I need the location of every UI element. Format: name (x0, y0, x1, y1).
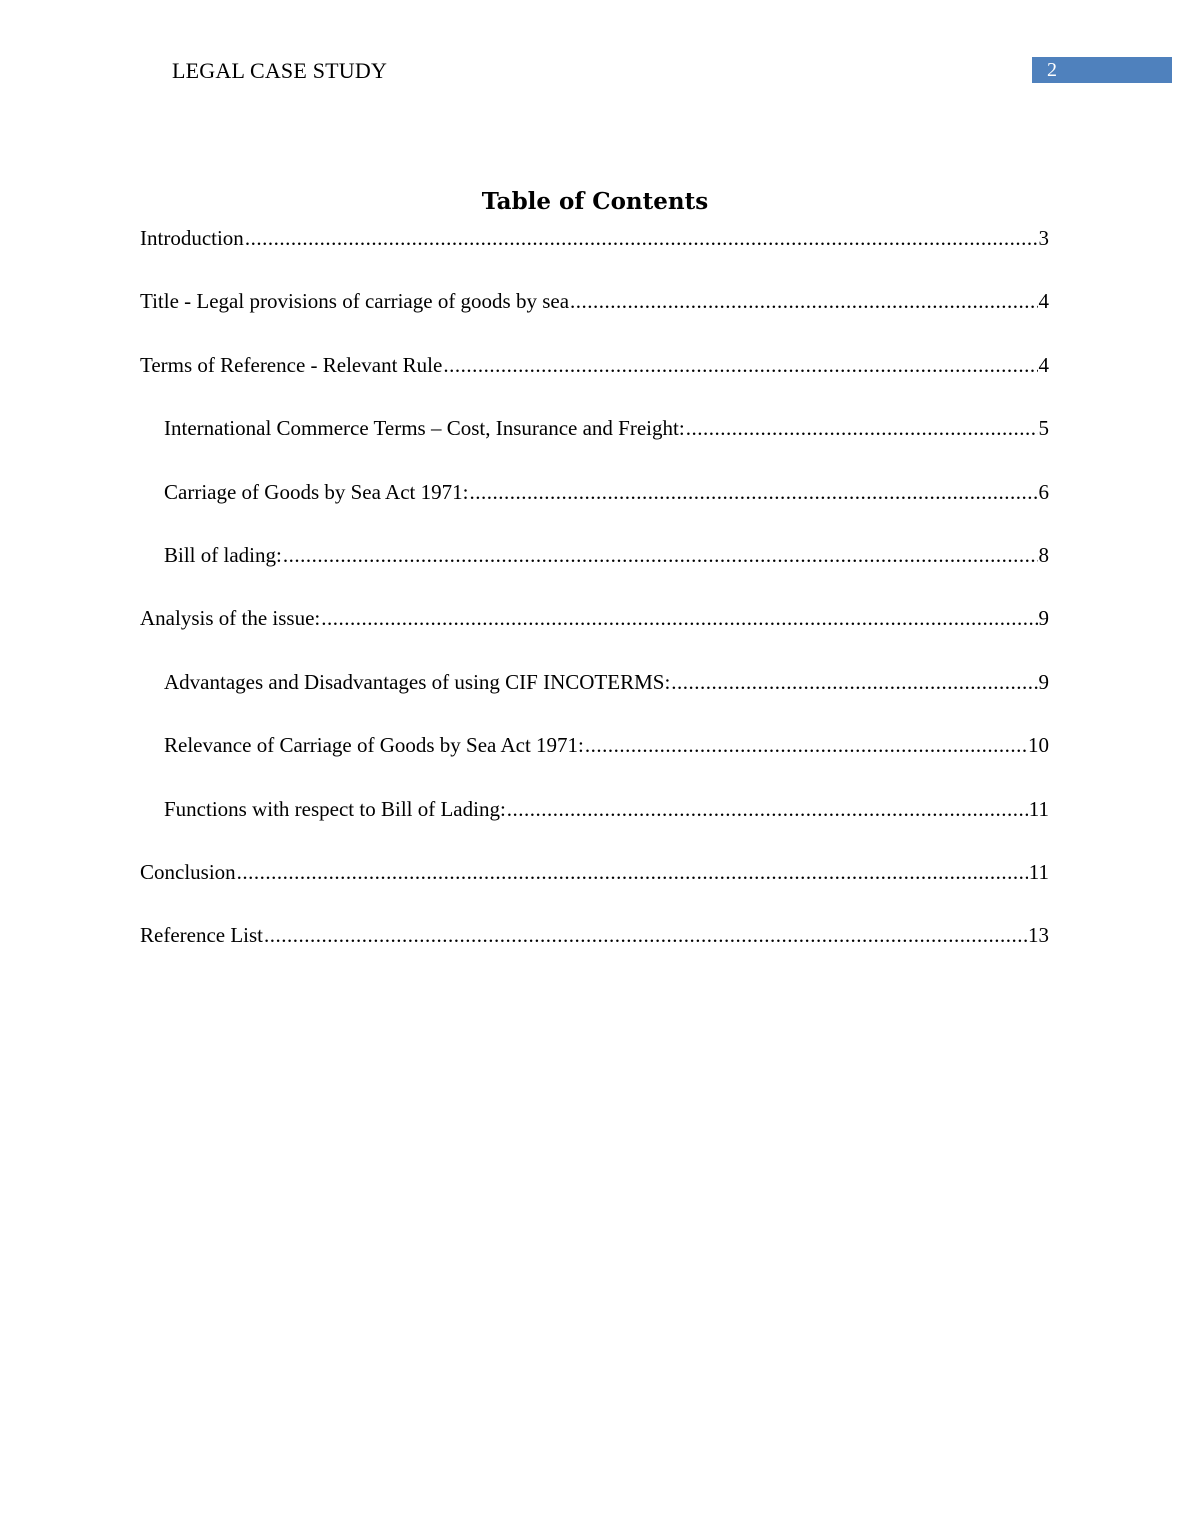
toc-entry-label: Analysis of the issue: (140, 606, 321, 631)
toc-entry-title[interactable] (140, 286, 1049, 349)
toc-dot-leader (443, 350, 1037, 380)
toc-entry-incoterms-cif[interactable] (140, 413, 1049, 476)
toc-entry-functions-bill-of-lading[interactable] (140, 794, 1049, 857)
toc-entry-page: 10 (1028, 733, 1049, 758)
toc-entry-label: Reference List (140, 923, 264, 948)
toc-dot-leader (507, 794, 1028, 824)
toc-dot-leader (321, 603, 1037, 633)
toc-entry-relevance-cogsa[interactable] (140, 730, 1049, 793)
toc-entry-label: Title - Legal provisions of carriage of goods by sea (140, 289, 570, 314)
toc-entry-page: 3 (1038, 226, 1049, 250)
toc-entry-label: Carriage of Goods by Sea Act 1971: (164, 479, 469, 504)
toc-dot-leader (570, 286, 1037, 316)
toc-entry-label: Functions with respect to Bill of Lading: (164, 796, 506, 821)
toc-entry-conclusion[interactable] (140, 857, 1049, 920)
toc-dot-leader (245, 223, 1038, 253)
toc-entry-page: 6 (1038, 479, 1049, 504)
toc-entry-analysis[interactable] (140, 603, 1049, 666)
table-of-contents (140, 223, 1049, 984)
toc-title: Table of Contents (481, 188, 709, 215)
toc-entry-terms-of-reference[interactable] (140, 350, 1049, 413)
toc-entry-label: Introduction (140, 226, 244, 250)
page-number: 2 (1032, 57, 1172, 83)
toc-dot-leader (237, 857, 1028, 887)
toc-entry-page: 4 (1038, 352, 1049, 377)
toc-entry-label: Conclusion (140, 859, 236, 884)
toc-dot-leader (585, 730, 1027, 760)
toc-entry-label: Terms of Reference - Relevant Rule (140, 352, 443, 377)
toc-entry-bill-of-lading[interactable] (140, 540, 1049, 603)
toc-entry-page: 11 (1028, 859, 1049, 884)
toc-dot-leader (264, 920, 1027, 950)
running-head: LEGAL CASE STUDY (172, 58, 388, 83)
toc-dot-leader (469, 477, 1037, 507)
toc-entry-page: 9 (1038, 669, 1049, 694)
toc-entry-label: Advantages and Disadvantages of using CIF INCOTERMS: (164, 669, 671, 694)
toc-entry-page: 13 (1028, 923, 1049, 948)
toc-entry-page: 9 (1038, 606, 1049, 631)
toc-entry-page: 5 (1038, 416, 1049, 441)
toc-dot-leader (671, 667, 1037, 697)
toc-entry-reference-list[interactable] (140, 920, 1049, 983)
toc-entry-introduction[interactable] (140, 223, 1049, 286)
toc-dot-leader (283, 540, 1038, 570)
toc-entry-page: 8 (1038, 542, 1049, 567)
toc-entry-label: Bill of lading: (164, 542, 282, 567)
toc-entry-label: Relevance of Carriage of Goods by Sea Act 1971: (164, 733, 584, 758)
toc-dot-leader (686, 413, 1038, 443)
toc-entry-cogsa-1971[interactable] (140, 477, 1049, 540)
toc-entry-page: 11 (1028, 796, 1049, 821)
toc-entry-advantages-cif[interactable] (140, 667, 1049, 730)
toc-entry-label: International Commerce Terms – Cost, Insurance and Freight: (164, 416, 685, 441)
toc-entry-page: 4 (1038, 289, 1049, 314)
